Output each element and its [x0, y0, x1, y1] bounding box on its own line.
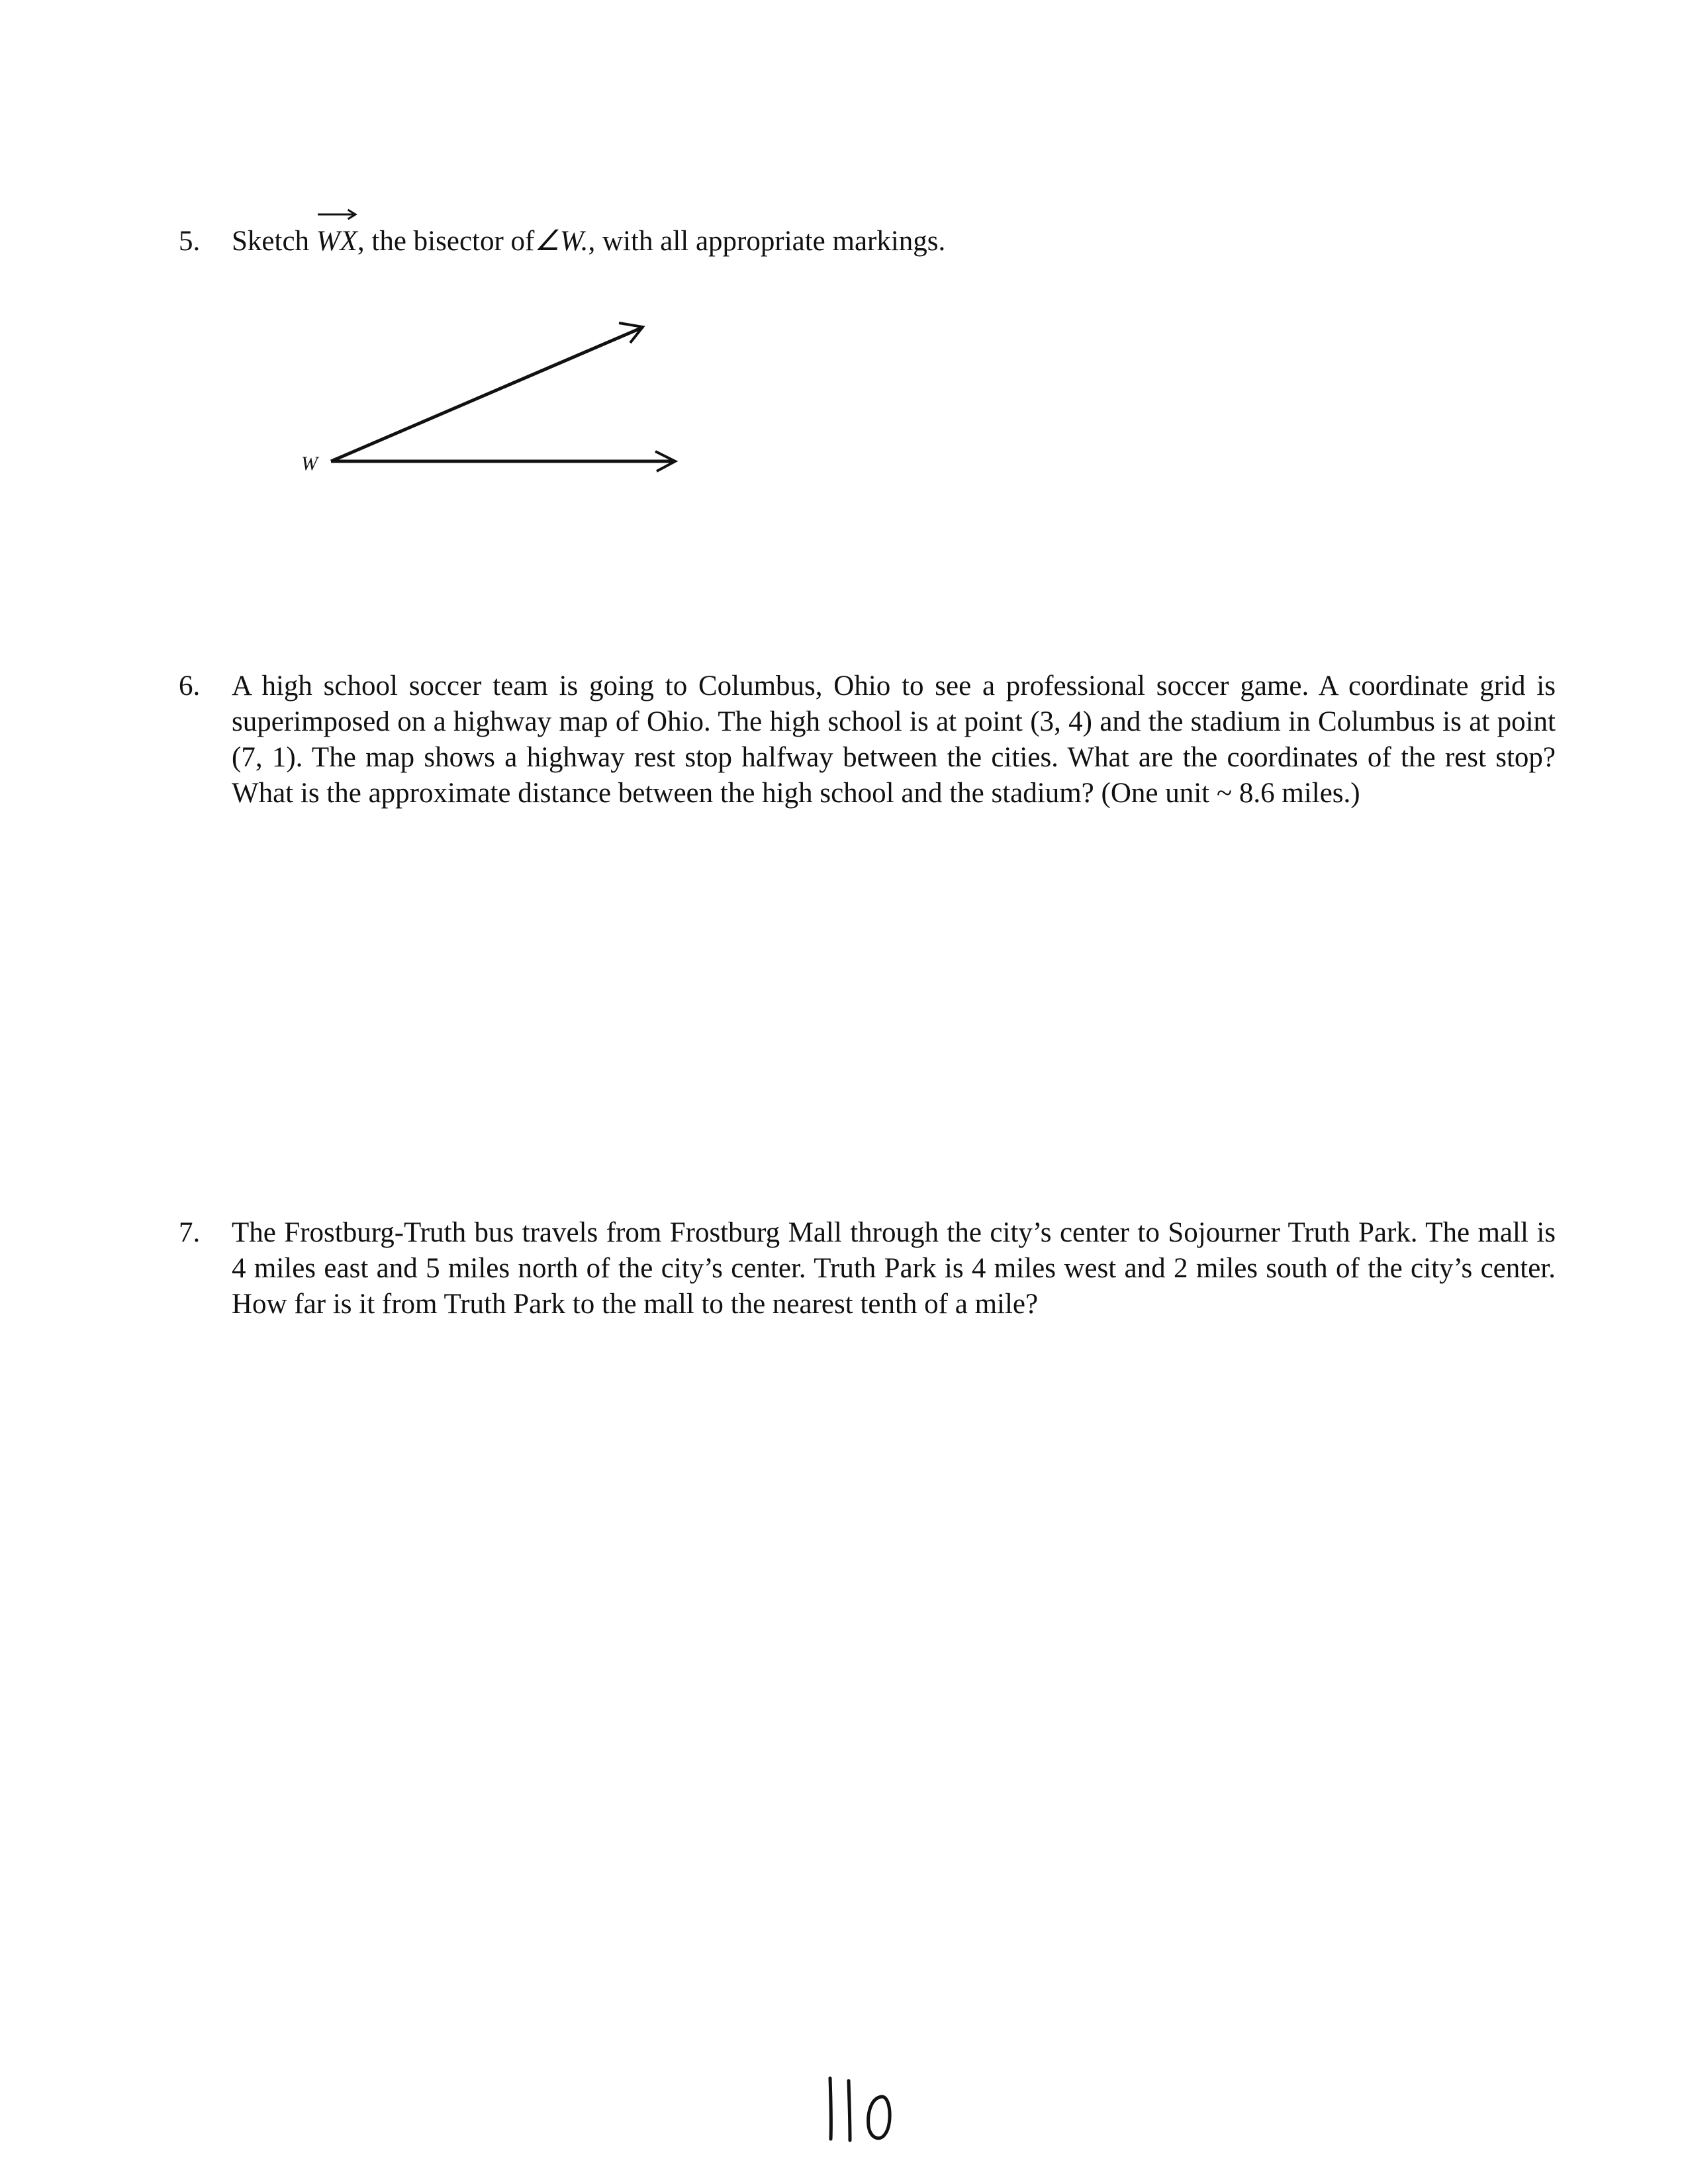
question-7 [179, 1215, 1556, 1322]
angle-notation: ∠W. [534, 226, 588, 257]
ray-notation [316, 224, 357, 259]
question-suffix: , with all appropriate markings. [588, 226, 946, 257]
question-prefix: Sketch [232, 226, 310, 257]
question-number: 7. [179, 1217, 201, 1248]
question-number: 6. [179, 670, 201, 702]
ray-name: WX [316, 226, 357, 257]
handwritten-page-number [821, 2071, 914, 2144]
ray-arrow-icon [316, 206, 357, 222]
question-5 [179, 224, 1556, 259]
vertex-label-w: W [301, 453, 318, 475]
question-middle: , the bisector of [357, 226, 535, 257]
question-text [232, 224, 1556, 259]
question-text: The Frostburg-Truth bus travels from Frostburg Mall through the city’s center to Sojourner Truth Park. The mall is 4 miles east and 5 miles north of the city’s center. Truth Park is 4 miles west and 2 miles south of the city’s center. How far is it from Truth Park to the mall to the nearest tenth of a mile? [232, 1217, 1556, 1320]
question-6 [179, 668, 1556, 811]
question-text: A high school soccer team is going to Columbus, Ohio to see a professional soccer game. A coordinate grid is superimposed on a highway map of Ohio. The high school is at point (3, 4) and the stadium in Columbus is at point (7, 1). The map shows a highway rest stop halfway between the cities. What are the coordinates of the rest stop? What is the approximate distance between the high school and the stadium? (One unit ~ 8.6 miles.) [232, 670, 1556, 809]
upper-ray [331, 328, 642, 461]
angle-w-diagram [285, 311, 695, 496]
question-number: 5. [179, 226, 201, 257]
